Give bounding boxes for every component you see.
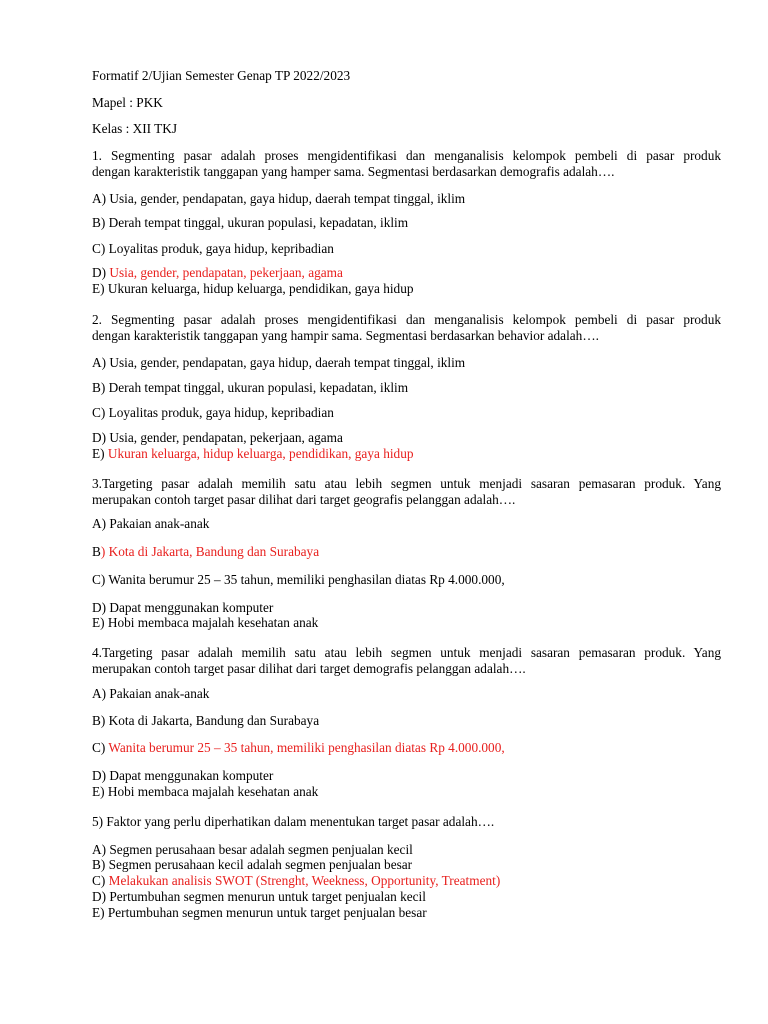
q3-option-a: A) Pakaian anak-anak [92,516,210,531]
subject-line: Mapel : PKK [92,95,163,110]
q1-option-e: E) Ukuran keluarga, hidup keluarga, pendidikan, gaya hidup [92,281,414,296]
q2-option-e [92,446,414,462]
q5-option-c [92,873,500,889]
q1-option-d-letter: D) [92,265,110,280]
q3-option-b [92,544,319,560]
q3-option-c: C) Wanita berumur 25 – 35 tahun, memiliki penghasilan diatas Rp 4.000.000, [92,572,505,587]
q4-answer-text: Wanita berumur 25 – 35 tahun, memiliki penghasilan diatas Rp 4.000.000, [108,740,505,755]
question-4-text [92,645,721,677]
q2-option-a: A) Usia, gender, pendapatan, gaya hidup, daerah tempat tinggal, iklim [92,355,466,370]
q4-option-c [92,740,505,756]
q5-answer-text: Melakukan analisis SWOT (Strenght, Weekness, Opportunity, Treatment) [108,873,501,888]
q5-option-a: A) Segmen perusahaan besar adalah segmen penjualan kecil [92,842,413,857]
question-3-text [92,476,721,508]
q3-answer-text: ) Kota di Jakarta, Bandung dan Surabaya [100,544,320,559]
question-3-line-2: merupakan contoh target pasar dilihat dari target geografis pelanggan adalah…. [92,492,516,507]
question-3-line-1: 3.Targeting pasar adalah memilih satu atau lebih segmen untuk menjadi sasaran pemasaran produk. Yang [92,476,721,491]
question-4-line-1: 4.Targeting pasar adalah memilih satu atau lebih segmen untuk menjadi sasaran pemasaran produk. Yang [92,645,721,660]
question-1-line-2: dengan karakteristik tanggapan yang hamper sama. Segmentasi berdasarkan demografis adalah…. [92,164,615,179]
question-5-text: 5) Faktor yang perlu diperhatikan dalam menentukan target pasar adalah…. [92,814,495,829]
q4-option-b: B) Kota di Jakarta, Bandung dan Surabaya [92,713,320,728]
q2-option-b: B) Derah tempat tinggal, ukuran populasi, kepadatan, iklim [92,380,409,395]
q3-option-b-letter: B [92,544,101,559]
q2-option-d: D) Usia, gender, pendapatan, pekerjaan, agama [92,430,343,445]
q3-option-d: D) Dapat menggunakan komputer [92,600,274,615]
q1-answer-text: Usia, gender, pendapatan, pekerjaan, agama [109,265,343,280]
q4-option-e: E) Hobi membaca majalah kesehatan anak [92,784,319,799]
q1-option-b: B) Derah tempat tinggal, ukuran populasi, kepadatan, iklim [92,215,409,230]
q1-option-a: A) Usia, gender, pendapatan, gaya hidup, daerah tempat tinggal, iklim [92,191,466,206]
question-1-line-1: 1. Segmenting pasar adalah proses mengidentifikasi dan menganalisis kelompok pembeli di pasar produk [92,148,721,163]
q5-option-c-letter: C) [92,873,109,888]
q4-option-c-letter: C) [92,740,109,755]
q2-option-c: C) Loyalitas produk, gaya hidup, kepribadian [92,405,334,420]
question-4-line-2: merupakan contoh target pasar dilihat dari target demografis pelanggan adalah…. [92,661,526,676]
q4-option-a: A) Pakaian anak-anak [92,686,210,701]
question-2-line-1: 2. Segmenting pasar adalah proses mengidentifikasi dan menganalisis kelompok pembeli di pasar produk [92,312,721,327]
q3-option-e: E) Hobi membaca majalah kesehatan anak [92,615,319,630]
q5-option-e: E) Pertumbuhan segmen menurun untuk target penjualan besar [92,905,427,920]
question-1-text [92,148,721,180]
question-2-text [92,312,721,344]
class-line: Kelas : XII TKJ [92,121,178,136]
q2-answer-text: Ukuran keluarga, hidup keluarga, pendidikan, gaya hidup [107,446,414,461]
q1-option-d [92,265,343,281]
q2-option-e-letter: E) [92,446,108,461]
question-2-line-2: dengan karakteristik tanggapan yang hampir sama. Segmentasi berdasarkan behavior adalah…. [92,328,599,343]
q5-option-d: D) Pertumbuhan segmen menurun untuk target penjualan kecil [92,889,426,904]
document-title: Formatif 2/Ujian Semester Genap TP 2022/2023 [92,68,351,83]
q1-option-c: C) Loyalitas produk, gaya hidup, kepribadian [92,241,334,256]
q4-option-d: D) Dapat menggunakan komputer [92,768,274,783]
q5-option-b: B) Segmen perusahaan kecil adalah segmen penjualan besar [92,857,413,872]
